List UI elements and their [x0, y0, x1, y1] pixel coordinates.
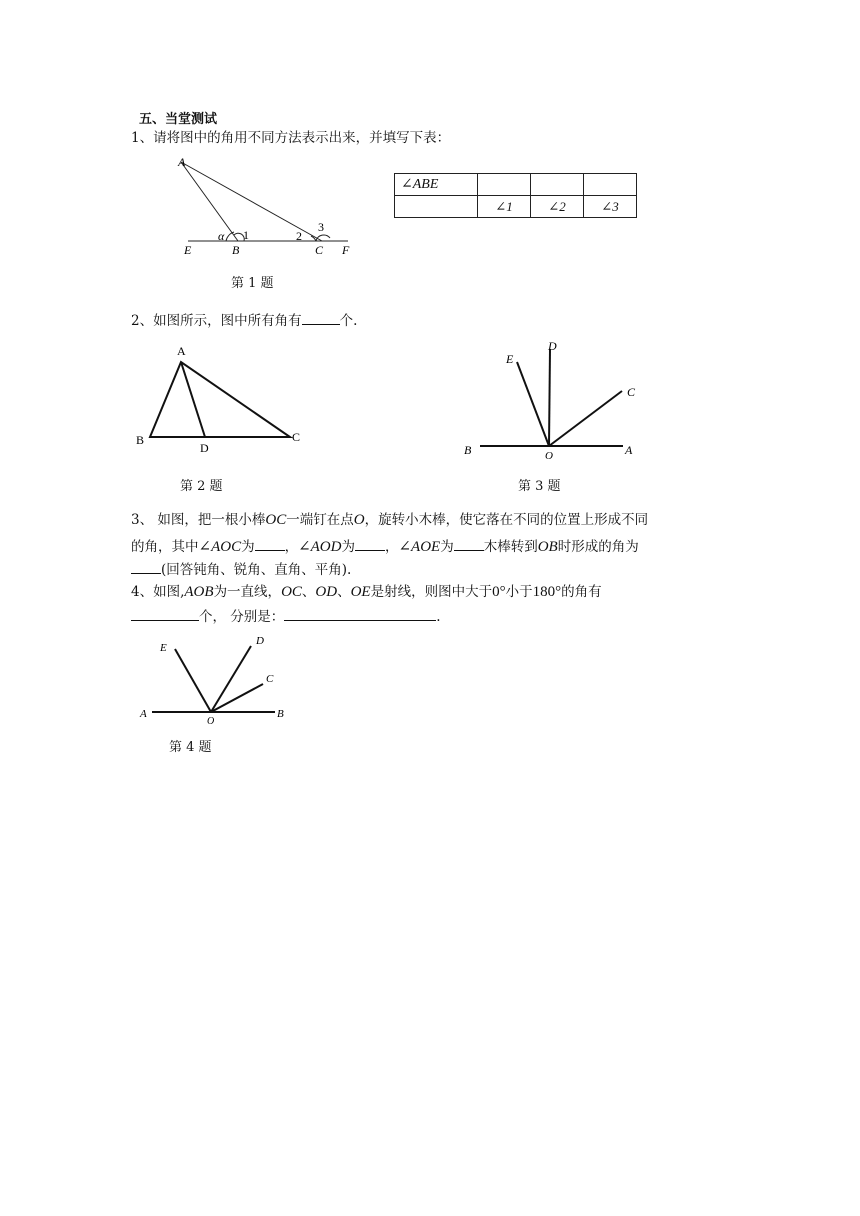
q2-caption: 第 2 题	[180, 479, 223, 494]
table-cell: ∠1	[478, 196, 531, 218]
q2-triangle-ABC	[150, 362, 290, 437]
q3-math-AOD: ∠AOD	[298, 539, 342, 555]
q1-label-C: C	[315, 243, 324, 257]
table-cell[interactable]	[584, 174, 637, 196]
q1-line-AB	[181, 162, 238, 241]
q2-label-D: D	[200, 441, 209, 455]
q2-answer-blank[interactable]	[302, 310, 340, 325]
q4-text: 4、如图,	[131, 584, 185, 600]
q4-label-D: D	[256, 635, 264, 647]
q4-text: 是射线，则图中大于	[370, 584, 493, 600]
q2-label-A: A	[177, 344, 186, 358]
q4-label-A: A	[140, 708, 147, 720]
q3-text: 为	[440, 539, 454, 555]
q3-ray-OE	[517, 362, 549, 446]
q4-line-2	[131, 606, 441, 627]
q3-label-A: A	[625, 443, 633, 457]
q3-blank-OB[interactable]	[131, 559, 161, 574]
q3-label-D: D	[548, 339, 557, 353]
table-cell[interactable]	[478, 174, 531, 196]
q3-math-OC: OC	[265, 512, 287, 528]
q4-blank-list[interactable]	[284, 606, 436, 621]
q2-label-B: B	[136, 433, 145, 447]
q4-text: 、	[301, 584, 316, 600]
table-cell: ∠2	[531, 196, 584, 218]
q4-math-180deg: 180°	[532, 584, 562, 600]
q1-label-1: 1	[243, 228, 249, 242]
q3-caption: 第 3 题	[518, 479, 561, 494]
q2-label-C: C	[292, 430, 301, 444]
q4-text: 为一直线，	[213, 584, 282, 600]
q3-label-B: B	[464, 443, 472, 457]
q3-text: 一端钉在点	[286, 512, 354, 528]
q3-figure	[455, 330, 645, 465]
q4-text: 个， 分别是：	[199, 609, 285, 625]
q2-text	[131, 310, 357, 331]
q3-text: (回答钝角、锐角、直角、平角).	[161, 562, 352, 578]
q4-caption: 第 4 题	[169, 740, 212, 755]
q1-answer-table	[394, 173, 637, 218]
q4-text: 、	[337, 584, 351, 600]
q4-ray-OE	[175, 649, 211, 712]
q2-text-before: 2、如图所示，图中所有角有	[131, 313, 302, 329]
q1-label-2: 2	[296, 229, 302, 243]
q1-label-E: E	[184, 243, 192, 257]
q3-text: 时形成的角为	[557, 539, 639, 555]
q1-label-alpha: α	[218, 229, 225, 243]
q3-ray-OD	[549, 349, 550, 446]
q3-text: 为	[341, 539, 355, 555]
q4-line-1	[131, 582, 602, 602]
q1-label-3: 3	[318, 220, 324, 234]
q4-label-C: C	[266, 673, 274, 685]
q2-line-AD	[181, 362, 205, 437]
q3-line-2	[131, 536, 639, 557]
q4-math-OE: OE	[350, 584, 371, 600]
table-cell: ∠3	[584, 196, 637, 218]
q2-text-after: 个.	[339, 313, 358, 329]
q4-math-0deg: 0°	[492, 584, 506, 600]
table-cell[interactable]	[531, 174, 584, 196]
table-cell[interactable]	[395, 196, 478, 218]
q3-text: 3、 如图，把一根小棒	[131, 512, 266, 528]
q3-math-AOC: ∠AOC	[198, 539, 242, 555]
q1-label-A: A	[178, 155, 186, 169]
table-cell: ∠ABE	[395, 174, 478, 196]
q4-text: 的角有	[561, 584, 602, 600]
q3-blank-AOD[interactable]	[355, 536, 385, 551]
table-row	[395, 174, 637, 196]
q3-blank-AOC[interactable]	[255, 536, 285, 551]
q3-text: ，	[284, 539, 299, 555]
q4-math-OD: OD	[315, 584, 338, 600]
q3-line-3	[131, 559, 351, 580]
q4-figure	[135, 630, 295, 725]
q4-blank-count[interactable]	[131, 606, 199, 621]
q4-label-O: O	[207, 716, 215, 725]
q4-math-OC: OC	[281, 584, 302, 600]
q3-line-1	[131, 510, 648, 530]
q3-math-AOE: ∠AOE	[398, 539, 441, 555]
q1-arc-3	[316, 235, 330, 241]
q1-label-B: B	[232, 243, 240, 257]
q4-text: 小于	[505, 584, 533, 600]
q3-ray-OC	[549, 391, 622, 446]
q2-figure	[130, 340, 310, 455]
q4-label-B: B	[277, 708, 284, 720]
q1-label-F: F	[342, 243, 350, 257]
q3-label-C: C	[627, 385, 636, 399]
q3-label-E: E	[506, 352, 514, 366]
q3-math-OB: OB	[537, 539, 558, 555]
q3-text: 木棒转到	[483, 539, 538, 555]
q4-text: .	[436, 609, 441, 625]
q3-text: 的角，其中	[131, 539, 199, 555]
q1-caption: 第 1 题	[231, 276, 274, 291]
q1-figure	[170, 150, 370, 265]
q4-math-AOB: AOB	[184, 584, 214, 600]
q3-label-O: O	[545, 450, 553, 462]
q4-label-E: E	[160, 642, 167, 654]
q3-math-O: O	[353, 512, 365, 528]
table-row	[395, 196, 637, 218]
q3-text: 为	[241, 539, 255, 555]
q3-blank-AOE[interactable]	[454, 536, 484, 551]
section-title: 五、当堂测试	[139, 112, 218, 127]
q3-text: ，	[384, 539, 399, 555]
q3-text: ，旋转小木棒，使它落在不同的位置上形成不同	[364, 512, 649, 528]
q1-text: 1、请将图中的角用不同方法表示出来，并填写下表：	[131, 130, 451, 146]
